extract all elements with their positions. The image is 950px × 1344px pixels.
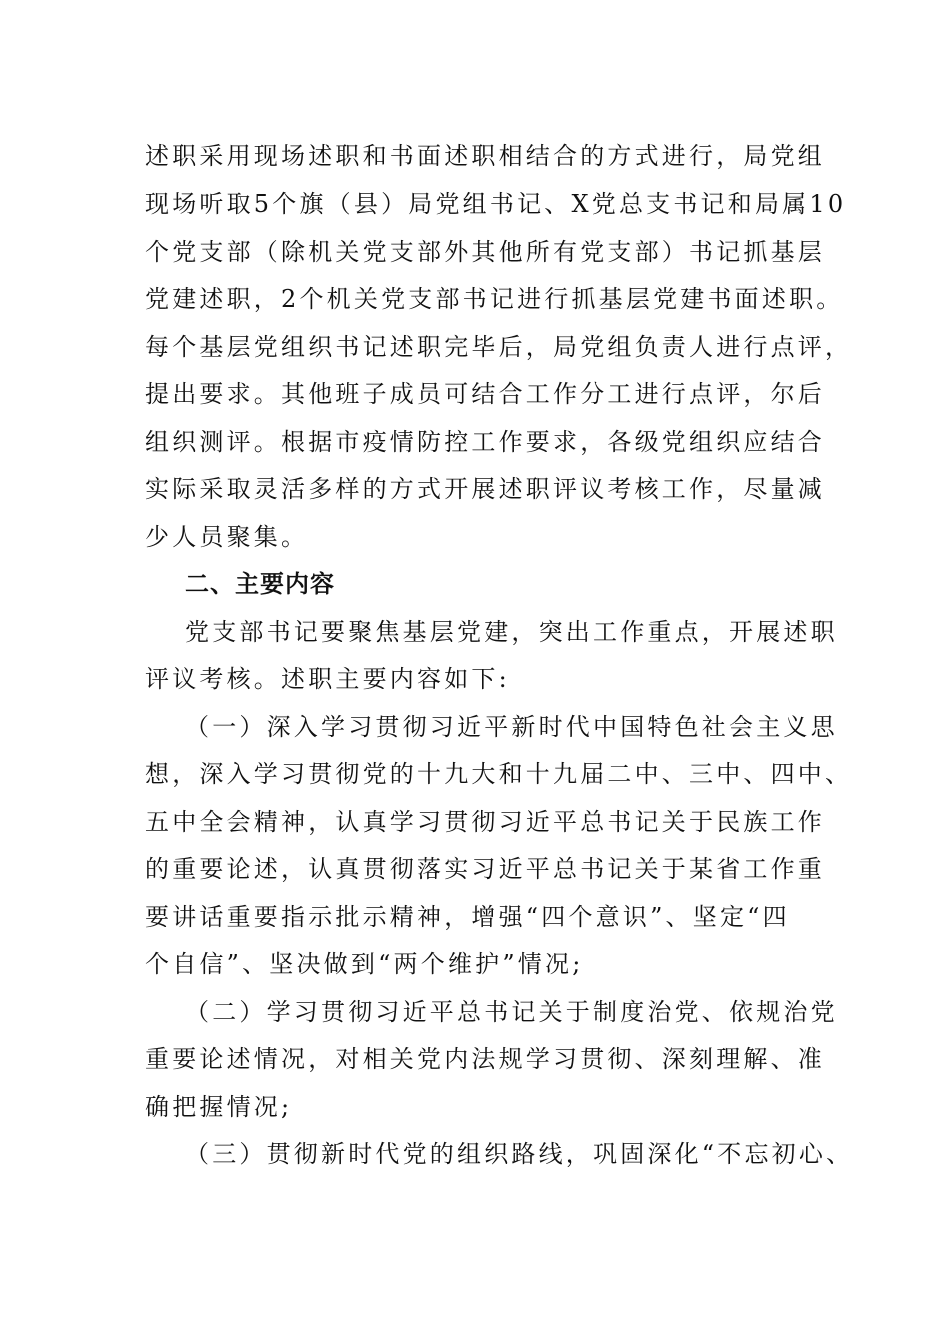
section-heading: 二、主要内容 bbox=[185, 570, 335, 598]
body-text-line: 实际采取灵活多样的方式开展述职评议考核工作，尽量减 bbox=[145, 475, 825, 503]
list-item-line: 确把握情况; bbox=[145, 1093, 293, 1121]
body-text-line: 党建述职，2个机关党支部书记进行抓基层党建书面述职。 bbox=[145, 285, 844, 313]
list-item-line: 的重要论述，认真贯彻落实习近平总书记关于某省工作重 bbox=[145, 855, 825, 883]
body-text-line: 每个基层党组织书记述职完毕后，局党组负责人进行点评， bbox=[145, 333, 853, 361]
list-item-line: 要讲话重要指示批示精神，增强“四个意识”、坚定“四 bbox=[145, 903, 790, 931]
body-text-line: 述职采用现场述职和书面述职相结合的方式进行，局党组 bbox=[145, 142, 825, 170]
body-text-line: 评议考核。述职主要内容如下: bbox=[145, 665, 510, 693]
list-item-line: 重要论述情况，对相关党内法规学习贯彻、深刻理解、准 bbox=[145, 1045, 825, 1073]
list-item-line: 五中全会精神，认真学习贯彻习近平总书记关于民族工作 bbox=[145, 808, 825, 836]
body-text-line: 党支部书记要聚焦基层党建，突出工作重点，开展述职 bbox=[185, 618, 838, 646]
body-text-line: 个党支部（除机关党支部外其他所有党支部）书记抓基层 bbox=[145, 238, 825, 266]
body-text-line: 组织测评。根据市疫情防控工作要求，各级党组织应结合 bbox=[145, 428, 825, 456]
body-text-line: 现场听取5个旗（县）局党组书记、X党总支书记和局属10 bbox=[145, 190, 847, 218]
list-item-line: 个自信”、坚决做到“两个维护”情况; bbox=[145, 950, 584, 978]
list-item-line: （三）贯彻新时代党的组织路线，巩固深化“不忘初心、 bbox=[185, 1140, 854, 1168]
body-text-line: 少人员聚集。 bbox=[145, 523, 309, 551]
body-text-line: 提出要求。其他班子成员可结合工作分工进行点评，尔后 bbox=[145, 380, 825, 408]
list-item-line: （一）深入学习贯彻习近平新时代中国特色社会主义思 bbox=[185, 713, 838, 741]
list-item-line: （二）学习贯彻习近平总书记关于制度治党、依规治党 bbox=[185, 998, 838, 1026]
list-item-line: 想，深入学习贯彻党的十九大和十九届二中、三中、四中、 bbox=[145, 760, 853, 788]
